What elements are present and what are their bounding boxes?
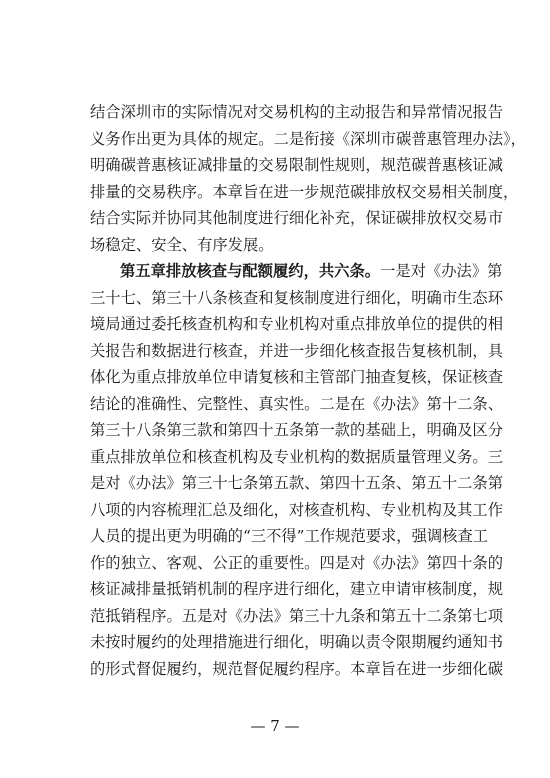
body-text — [90, 99, 526, 682]
text-line: 明确碳普惠核证减排量的交易限制性规则，规范碳普惠核证减 — [90, 156, 504, 174]
text-line: 关报告和数据进行核查，并进一步细化核查报告复核机制，具 — [90, 341, 504, 360]
text-span: 一是对《办法》第 — [380, 262, 503, 280]
text-line: 体化为重点排放单位申请复核和主管部门抽查复核，保证核查 — [90, 368, 504, 386]
text-line: 境局通过委托核查机构和专业机构对重点排放单位的提供的相 — [90, 315, 504, 333]
text-line: 人员的提出更为明确的“三不得”工作规范要求，强调核查工 — [90, 527, 489, 545]
text-line: 未按时履约的处理措施进行细化，明确以责令限期履约通知书 — [90, 633, 504, 651]
text-line: 结合深圳市的实际情况对交易机构的主动报告和异常情况报告 — [90, 103, 504, 121]
text-line: 核证减排量抵销机制的程序进行细化，建立申请审核制度，规 — [90, 580, 504, 598]
text-line: 排量的交易秩序。本章旨在进一步规范碳排放权交易相关制度， — [90, 182, 519, 201]
text-line: 场稳定、安全、有序发展。 — [90, 235, 274, 254]
text-line: 义务作出更为具体的规定。二是衔接《深圳市碳普惠管理办法》， — [90, 129, 526, 148]
chapter-heading: 第五章排放核查与配额履约，共六条。 — [120, 262, 381, 280]
text-line: 八项的内容梳理汇总及细化，对核查机构、专业机构及其工作 — [90, 500, 504, 519]
text-line: 的形式督促履约，规范督促履约程序。本章旨在进一步细化碳 — [90, 659, 504, 678]
text-line: 作的独立、客观、公正的重要性。四是对《办法》第四十条的 — [90, 553, 504, 572]
text-line: 第三十八条第三款和第四十五条第一款的基础上，明确及区分 — [90, 421, 504, 439]
text-line: 是对《办法》第三十七条第五款、第四十五条、第五十二条第 — [90, 474, 504, 492]
paragraph-first-line — [90, 258, 503, 285]
text-line: 重点排放单位和核查机构及专业机构的数据质量管理义务。三 — [90, 447, 504, 466]
text-line: 结论的准确性、完整性、真实性。二是在《办法》第十二条、 — [90, 394, 504, 413]
page-number: — 7 — — [250, 717, 300, 735]
text-line: 三十七、第三十八条核查和复核制度进行细化，明确市生态环 — [90, 288, 504, 307]
text-line: 范抵销程序。五是对《办法》第三十九条和第五十二条第七项 — [90, 606, 504, 625]
text-line: 结合实际并协同其他制度进行细化补充，保证碳排放权交易市 — [90, 209, 504, 227]
